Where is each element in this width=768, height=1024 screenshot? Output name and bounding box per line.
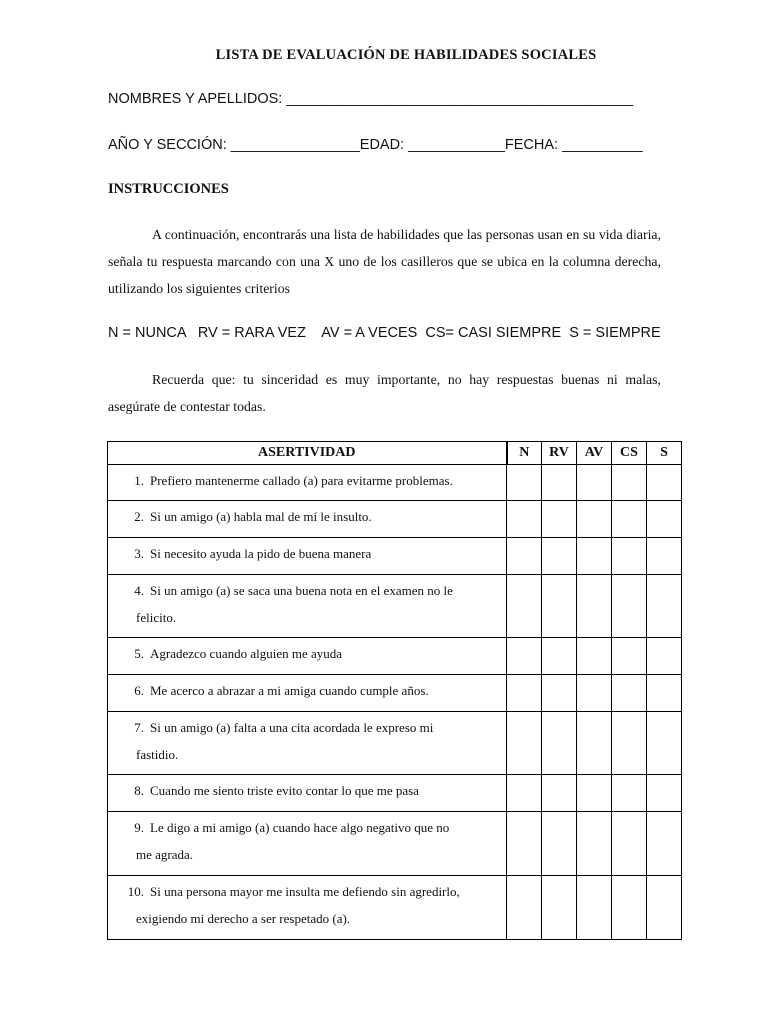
answer-box-cs[interactable] — [612, 812, 647, 876]
question-text: Le digo a mi amigo (a) cuando hace algo negativo que no — [150, 820, 450, 835]
question-text-continuation: felicito. — [136, 610, 177, 625]
table-row — [108, 575, 682, 638]
table-row — [108, 712, 682, 775]
instructions-heading: INSTRUCCIONES — [108, 181, 229, 197]
answer-box-s[interactable] — [647, 675, 682, 712]
answer-box-n[interactable] — [507, 775, 542, 812]
answer-box-n[interactable] — [507, 501, 542, 538]
answer-box-cs[interactable] — [612, 675, 647, 712]
answer-box-cs[interactable] — [612, 775, 647, 812]
question-cell — [108, 575, 507, 638]
answer-box-s[interactable] — [647, 638, 682, 675]
name-field-line: NOMBRES Y APELLIDOS: ___________________________________________ — [108, 91, 634, 107]
answer-box-cs[interactable] — [612, 501, 647, 538]
answer-box-av[interactable] — [577, 876, 612, 940]
question-number: 3. — [134, 546, 144, 561]
column-header-av: AV — [577, 442, 612, 465]
question-text-continuation: me agrada. — [136, 847, 194, 862]
question-cell — [108, 712, 507, 775]
question-text-continuation: exigiendo mi derecho a ser respetado (a). — [136, 911, 351, 926]
question-text: Si un amigo (a) habla mal de mí le insulto. — [150, 509, 372, 524]
question-number: 1. — [134, 473, 144, 488]
answer-box-n[interactable] — [507, 538, 542, 575]
question-text: Cuando me siento triste evito contar lo que me pasa — [150, 783, 419, 798]
question-number: 7. — [134, 720, 144, 735]
table-row — [108, 775, 682, 812]
question-number: 10. — [127, 884, 144, 899]
question-text: Prefiero mantenerme callado (a) para evitarme problemas. — [150, 473, 453, 488]
answer-box-s[interactable] — [647, 575, 682, 638]
answer-box-rv[interactable] — [542, 876, 577, 940]
section-age-date-line: AÑO Y SECCIÓN: ________________EDAD: ____________FECHA: __________ — [108, 137, 643, 153]
answer-box-s[interactable] — [647, 538, 682, 575]
document-title: LISTA DE EVALUACIÓN DE HABILIDADES SOCIALES — [215, 47, 597, 63]
question-text: Si una persona mayor me insulta me defiendo sin agredirlo, — [150, 884, 460, 899]
table-row — [108, 465, 682, 501]
answer-box-rv[interactable] — [542, 538, 577, 575]
table-row — [108, 638, 682, 675]
question-text: Agradezco cuando alguien me ayuda — [150, 646, 343, 661]
answer-box-av[interactable] — [577, 538, 612, 575]
answer-box-rv[interactable] — [542, 675, 577, 712]
answer-box-rv[interactable] — [542, 575, 577, 638]
answer-box-n[interactable] — [507, 675, 542, 712]
answer-box-n[interactable] — [507, 638, 542, 675]
answer-box-av[interactable] — [577, 812, 612, 876]
question-text: Si necesito ayuda la pido de buena manera — [150, 546, 372, 561]
question-cell — [108, 876, 507, 940]
answer-box-n[interactable] — [507, 575, 542, 638]
question-text: Me acerco a abrazar a mi amiga cuando cumple años. — [150, 683, 429, 698]
table-row — [108, 538, 682, 575]
question-cell — [108, 501, 507, 538]
question-text-continuation: fastidio. — [136, 747, 179, 762]
answer-box-cs[interactable] — [612, 712, 647, 775]
answer-box-av[interactable] — [577, 501, 612, 538]
answer-box-rv[interactable] — [542, 712, 577, 775]
answer-box-av[interactable] — [577, 675, 612, 712]
column-header-s: S — [647, 442, 682, 465]
question-cell — [108, 812, 507, 876]
reminder-paragraph: Recuerda que: tu sinceridad es muy importante, no hay respuestas buenas ni malas, asegúrate de contestar todas. — [108, 372, 661, 414]
answer-box-s[interactable] — [647, 465, 682, 501]
section-heading: ASERTIVIDAD — [108, 442, 507, 465]
answer-box-s[interactable] — [647, 501, 682, 538]
table-row — [108, 812, 682, 876]
instructions-paragraph: A continuación, encontrarás una lista de habilidades que las personas usan en su vida diaria, señala tu respuesta marcando con una X uno de los casilleros que se ubica en la columna derecha, utilizando los siguientes criterios — [108, 227, 661, 296]
answer-box-rv[interactable] — [542, 812, 577, 876]
answer-box-s[interactable] — [647, 712, 682, 775]
answer-box-cs[interactable] — [612, 465, 647, 501]
table-row — [108, 876, 682, 940]
question-number: 9. — [134, 820, 144, 835]
answer-box-s[interactable] — [647, 775, 682, 812]
answer-box-cs[interactable] — [612, 876, 647, 940]
column-header-n: N — [507, 442, 542, 465]
answer-box-s[interactable] — [647, 876, 682, 940]
question-cell — [108, 465, 507, 501]
answer-box-n[interactable] — [507, 812, 542, 876]
column-header-cs: CS — [612, 442, 647, 465]
answer-box-rv[interactable] — [542, 775, 577, 812]
question-number: 6. — [134, 683, 144, 698]
question-cell — [108, 775, 507, 812]
question-number: 8. — [134, 783, 144, 798]
answer-box-s[interactable] — [647, 812, 682, 876]
answer-box-rv[interactable] — [542, 501, 577, 538]
criteria-legend: N = NUNCA RV = RARA VEZ AV = A VECES CS= CASI SIEMPRE S = SIEMPRE — [108, 325, 661, 341]
question-cell — [108, 638, 507, 675]
answer-box-n[interactable] — [507, 465, 542, 501]
question-cell — [108, 538, 507, 575]
answer-box-n[interactable] — [507, 876, 542, 940]
question-number: 5. — [134, 646, 144, 661]
table-row — [108, 501, 682, 538]
answer-box-cs[interactable] — [612, 538, 647, 575]
answer-box-cs[interactable] — [612, 638, 647, 675]
table-header-row — [108, 442, 682, 465]
question-number: 2. — [134, 509, 144, 524]
answer-box-rv[interactable] — [542, 638, 577, 675]
assessment-table — [107, 441, 682, 940]
answer-box-n[interactable] — [507, 712, 542, 775]
answer-box-cs[interactable] — [612, 575, 647, 638]
answer-box-av[interactable] — [577, 465, 612, 501]
answer-box-av[interactable] — [577, 712, 612, 775]
question-cell — [108, 675, 507, 712]
answer-box-av[interactable] — [577, 575, 612, 638]
table-row — [108, 675, 682, 712]
column-header-rv: RV — [542, 442, 577, 465]
question-text: Si un amigo (a) falta a una cita acordada le expreso mi — [150, 720, 434, 735]
answer-box-av[interactable] — [577, 638, 612, 675]
answer-box-rv[interactable] — [542, 465, 577, 501]
answer-box-av[interactable] — [577, 775, 612, 812]
question-number: 4. — [134, 583, 144, 598]
question-text: Si un amigo (a) se saca una buena nota en el examen no le — [150, 583, 453, 598]
